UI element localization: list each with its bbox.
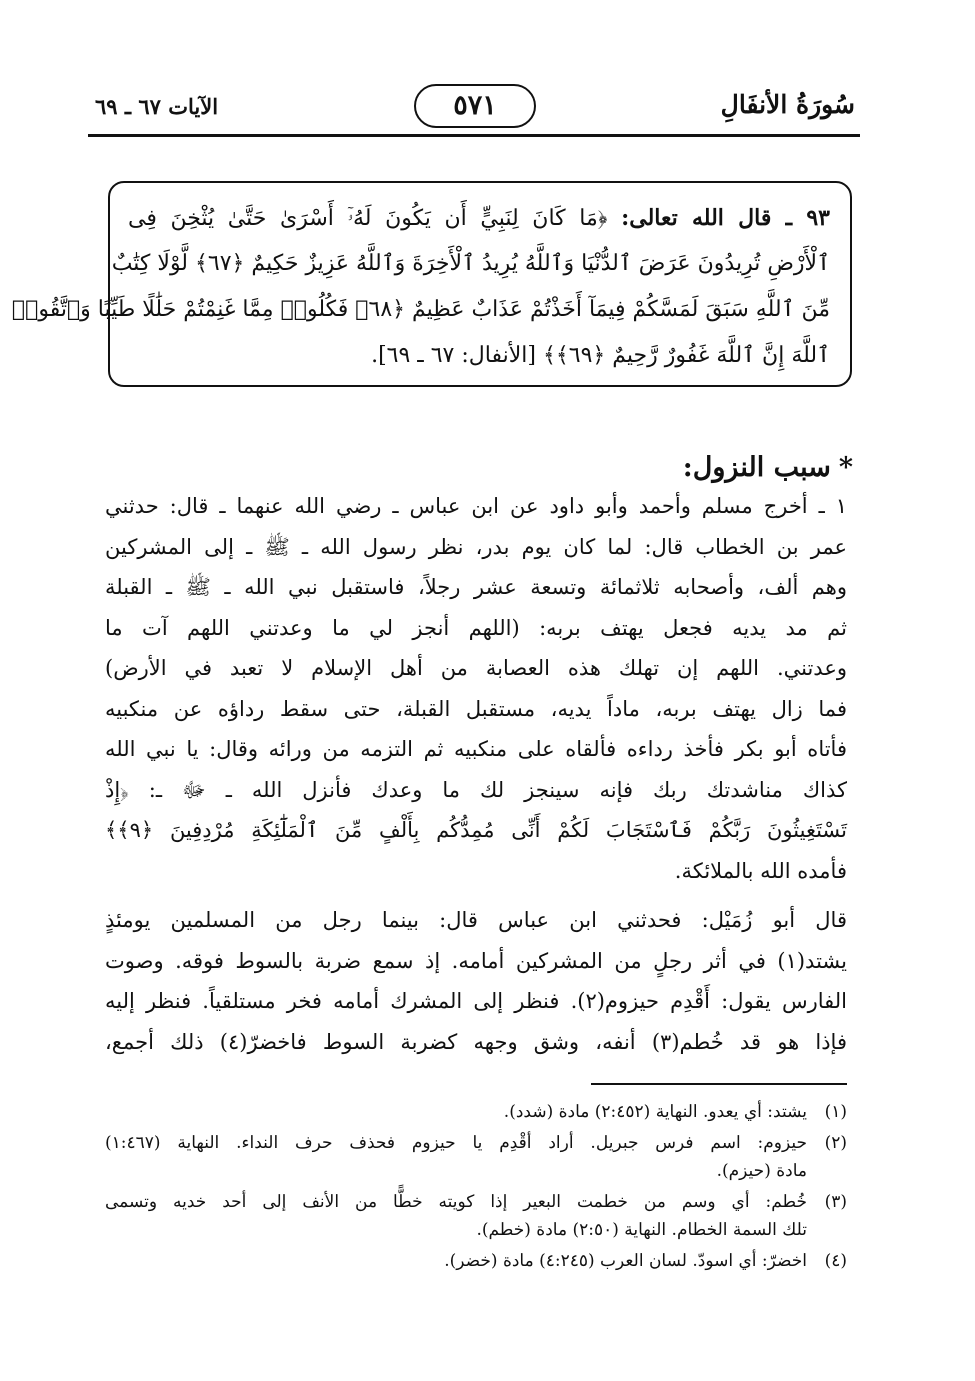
footnote-number: (٣) [824,1192,847,1212]
section-heading [683,452,853,483]
ayat-range: الآيات ٦٧ ـ ٦٩ [95,94,219,119]
verse-text: ﴿مَا كَانَ لِنَبِيٍّ أَن يَكُونَ لَهُۥٓ أَسْرَىٰ حَتَّىٰ يُثْخِنَ فِى [128,206,608,231]
verse-line-2: ٱلْأَرْضِ تُرِيدُونَ عَرَضَ ٱلدُّنْيَا وَٱللَّهُ يُرِيدُ ٱلْأَخِرَةَ وَٱللَّهُ عَزِيزٌ حَكِيمٌ ﴿٦٧﴾ لَّوْلَا كِتَٰبٌ [111,251,830,276]
footnote-number: (٤) [824,1251,847,1271]
star-bullet-icon: * [838,452,853,483]
header-divider [88,134,860,137]
body-line: وهم ألف، وأصحابه ثلاثمائة وتسعة عشر رجلاً، فاستقبل نبي الله ـ ﷺ ـ القبلة [105,575,847,599]
footnote-text: يشتد: أي يعدو. النهاية (٢:٤٥٢) مادة (شدد). [503,1102,807,1122]
footnotes [105,1098,847,1275]
footnote-text: اخضرّ: أي اسودّ. لسان العرب (٤:٢٤٥) مادة (خضر). [444,1251,807,1271]
body-line: عمر بن الخطاب قال: لما كان يوم بدر، نظر رسول الله ـ ﷺ ـ إلى المشركين [105,534,847,559]
body-line: فأتاه أبو بكر فأخذ رداءه فألقاه على منكبيه ثم التزمه من ورائه وقال: يا نبي الله [105,737,847,761]
footnote-divider [591,1083,847,1085]
verse-line-1 [128,195,830,241]
verse-box [11,181,852,387]
footnote [105,1129,847,1185]
body-line: فأمده الله بالملائكة. [674,858,847,883]
footnote-text: خُطم: أي وسم من خطمت البعير إذا كويته خطًّا من الأنف إلى أحد خديه وتسمى [105,1192,807,1212]
body-line: فما زال يهتف بربه، ماداً يديه، مستقبل القبلة، حتى سقط رداؤه عن منكبيه [105,696,847,721]
footnote [105,1098,847,1126]
body-line: ١ ـ أخرج مسلم وأحمد وأبو داود عن ابن عباس ـ رضي الله عنهما ـ قال: حدثني [105,494,847,518]
page-header [95,84,855,134]
body-line: الفارس يقول: أَقْدِم حيزوم(٢). فنظر إلى المشرك أمامه فخر مستلقياً. فنظر إليه [105,989,847,1013]
section-heading-text: سبب النزول: [682,452,831,483]
footnote [105,1188,847,1244]
body-line: كذاك مناشدتك ربك فإنه سينجز لك ما وعدك فأنزل الله ـ ﷻ ـ: ﴿إِذْ [105,777,847,802]
footnote-number: (١) [824,1102,847,1122]
footnote-number: (٢) [824,1133,847,1153]
verse-lead: ٩٣ ـ قال الله تعالى: [621,205,830,231]
paragraph-gap [105,891,847,900]
body-line: فإذا هو قد خُطم(٣) أنفه، وشق وجهه كضربة السوط فاخضرّ(٤) ذلك أجمع، [105,1029,847,1054]
body-line: ثم مد يديه فجعل يهتف بربه: (اللهم أنجز لي ما وعدتني اللهم آت ما [105,615,847,640]
body-line: يشتد(١) في أثر رجلٍ من المشركين أمامه. إذ سمع ضربة بالسوط فوقه. وصوت [105,948,847,973]
footnote-text: مادة (حيزم). [716,1161,807,1181]
footnote-text: حيزوم: اسم فرس جبريل. أراد أقْدِم يا حيزوم فحذف حرف النداء. النهاية (١:٤٦٧) [105,1133,807,1153]
page-number: ٥٧١ [414,84,536,128]
surah-title: سُورَةُ الأنفَالِ [720,90,855,119]
body-line: تَسْتَغِيثُونَ رَبَّكُمْ فَٱسْتَجَابَ لَكُمْ أَنِّى مُمِدُّكُم بِأَلْفٍ مِّنَ ٱلْمَلَٰٓئِكَةِ مُرْدِفِينَ ﴿٩﴾﴾ [105,818,847,842]
footnote [105,1247,847,1275]
footnote-text: تلك السمة الخطام. النهاية (٢:٥٠) مادة (خطم). [476,1220,807,1240]
verse-line-3: مِّنَ ٱللَّهِ سَبَقَ لَمَسَّكُمْ فِيمَآ أَخَذْتُمْ عَذَابٌ عَظِيمٌ ﴿٦٨﴾ فَكُلُوا۟ مِمَّا غَنِمْتُمْ حَلَٰلًا طَيِّبًا وَٱتَّقُوا۟ [11,297,830,322]
body-line: وعدتني. اللهم إن تهلك هذه العصابة من أهل الإسلام لا تعبد في الأرض) [105,656,847,680]
body-line: قال أبو زُمَيْل: فحدثني ابن عباس قال: بينما رجل من المسلمين يومئذٍ [105,908,847,932]
verse-line-4: ٱللَّهَ إِنَّ ٱللَّهَ غَفُورٌ رَّحِيمٌ ﴿٦٩﴾﴾ [الأنفال: ٦٧ ـ ٦٩]. [371,343,830,368]
body-text [105,486,847,1062]
